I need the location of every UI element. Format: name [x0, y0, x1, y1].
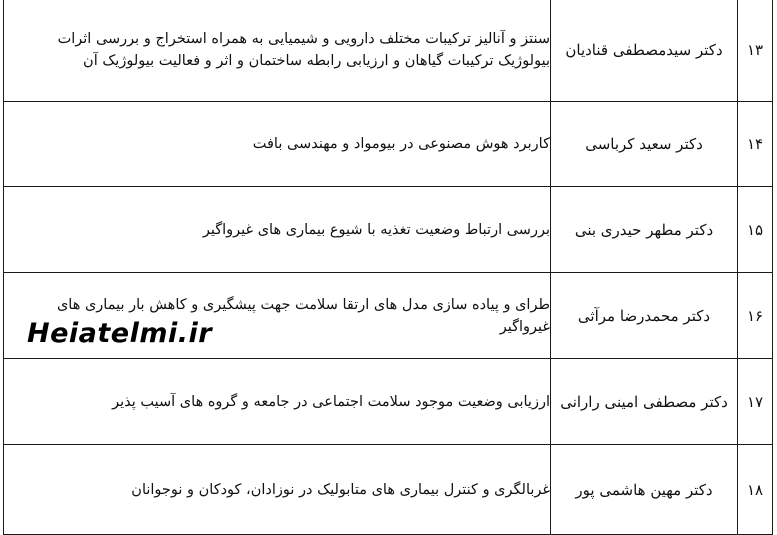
row-number: ۱۴: [738, 102, 773, 187]
researcher-name: دکتر مصطفی امینی رارانی: [551, 359, 738, 445]
table-row: [4, 0, 773, 102]
researcher-name: دکتر مهین هاشمی پور: [551, 445, 738, 535]
research-topic: غربالگری و کنترل بیماری های متابولیک در نوزادان، کودکان و نوجوانان: [4, 445, 551, 535]
research-topic: سنتز و آنالیز ترکیبات مختلف دارویی و شیمیایی به همراه استخراج و بررسی اثرات بیولوژیک ترکیبات گیاهان و ارزیابی رابطه ساختمان و اثر و فعالیت بیولوژیک آن: [4, 0, 551, 102]
research-topic: کاربرد هوش مصنوعی در بیومواد و مهندسی بافت: [4, 102, 551, 187]
researchers-table: [3, 0, 773, 535]
researcher-name: دکتر سیدمصطفی قنادیان: [551, 0, 738, 102]
table-row: [4, 445, 773, 535]
table-row: [4, 102, 773, 187]
row-number: ۱۶: [738, 273, 773, 359]
researcher-name: دکتر سعید کرباسی: [551, 102, 738, 187]
row-number: ۱۸: [738, 445, 773, 535]
research-topic: ارزیابی وضعیت موجود سلامت اجتماعی در جامعه و گروه های آسیب پذیر: [4, 359, 551, 445]
row-number: ۱۵: [738, 187, 773, 273]
table-row: [4, 187, 773, 273]
table-row: [4, 359, 773, 445]
researcher-name: دکتر مطهر حیدری بنی: [551, 187, 738, 273]
row-number: ۱۷: [738, 359, 773, 445]
research-topic: طرای و پیاده سازی مدل های ارتقا سلامت جهت پیشگیری و کاهش بار بیماری های غیرواگیر: [4, 273, 551, 359]
site-watermark: Heiatelmi.ir: [27, 318, 213, 349]
row-number: ۱۳: [738, 0, 773, 102]
researcher-name: دکتر محمدرضا مرآثی: [551, 273, 738, 359]
research-topic: بررسی ارتباط وضعیت تغذیه با شیوع بیماری های غیرواگیر: [4, 187, 551, 273]
